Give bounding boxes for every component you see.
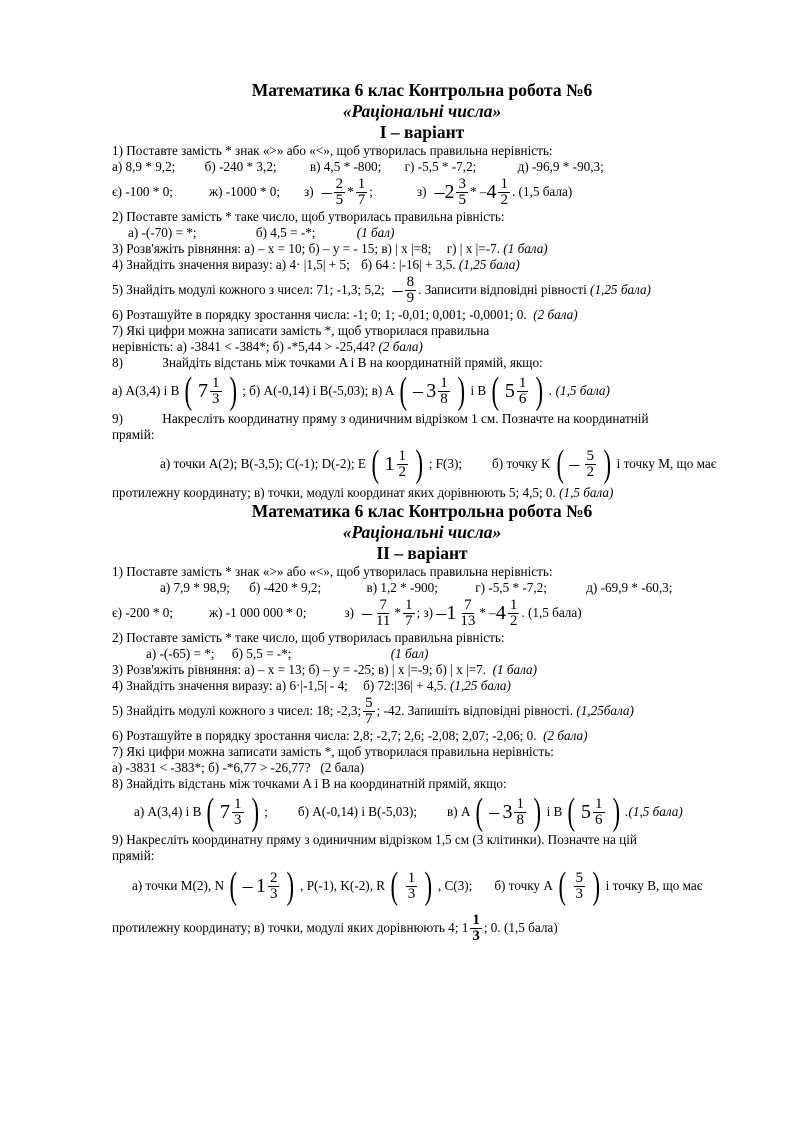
v2-t1-points: . (1,5 бала) — [521, 605, 582, 620]
v1-t6-points: (2 бала) — [533, 307, 578, 322]
v2-task3 — [112, 662, 732, 678]
v2-t1-d: д) -69,9 * -60,3; — [586, 580, 673, 595]
v1-t5-frac: $\frac{8}{9}$ — [406, 273, 415, 306]
v2-t3-points: (1 бала) — [492, 662, 537, 677]
v1-t9-points: (1,5 бала) — [559, 485, 614, 500]
v2-t5-points: (1,25бала) — [576, 703, 634, 718]
v1-t3-text: 3) Розв'яжіть рівняння: а) – x = 10; б) – y = - 15; в) | x |=8; — [112, 241, 432, 256]
v1-t9-k-frac: ( – $\frac{5}{2}$ ) — [556, 443, 612, 485]
v1-t1-z-label: з) — [303, 184, 314, 199]
v2-task7-line2 — [112, 760, 732, 776]
v2-task8-intro: 8) Знайдіть відстань між точками A і B на координатній прямій, якщо: — [112, 776, 507, 791]
v1-t8-num: 8) — [112, 355, 123, 370]
v1-t1-z-frac2: $\frac{1}{7}$ — [357, 175, 366, 208]
v1-title: Математика 6 клас Контрольна робота №6 — [251, 80, 593, 100]
v2-t2-points: (1 бал) — [390, 646, 429, 661]
v2-t4-points: (1,25 бала) — [449, 678, 511, 693]
v1-t1-g: г) -5,5 * -7,2; — [404, 159, 477, 174]
v2-t9-b-tail: і точку B, що має — [605, 878, 703, 893]
v2-t5-text: 5) Знайдіть модулі кожного з чисел: 18; -2,3; — [112, 703, 362, 718]
v2-task9-last — [112, 908, 732, 948]
v2-t1-zh: ж) -1 000 000 * 0; — [208, 605, 307, 620]
v1-t4-b: б) 64 : |-16| + 3,5. — [361, 257, 456, 272]
v1-t1-z2-mixed1: 2 $\frac{3}{5}$ — [444, 175, 466, 208]
v1-t7-points: (2 бала) — [378, 339, 423, 354]
v2-t1-z-frac1: $\frac{7}{11}$ — [375, 596, 391, 629]
v2-t8-and: і B — [546, 804, 563, 819]
v2-title: Математика 6 клас Контрольна робота №6 — [251, 501, 593, 521]
v1-task8-intro — [112, 355, 732, 371]
v2-t8-v2-mixed: ( 5 $\frac{1}{6}$ ) — [567, 791, 620, 833]
v1-task2-row — [112, 225, 732, 241]
v2-t1-a: а) 7,9 * 98,9; — [160, 580, 230, 595]
v1-t8-points: . (1,5 бала) — [549, 383, 610, 398]
v2-t9-a-frac: ( $\frac{5}{3}$ ) — [558, 865, 601, 907]
v1-t4-text: 4) Знайдіть значення виразу: а) 4· |1,5| + 5; — [112, 257, 350, 272]
v1-t2-points: (1 бал) — [356, 225, 395, 240]
v1-t8-a-mixed: ( 7 $\frac{1}{3}$ ) — [184, 370, 237, 412]
v1-variant: I – варіант — [379, 122, 465, 142]
v1-t1-z2-label: з) — [416, 184, 427, 199]
v2-t1-z-mid: ; з) — [416, 605, 434, 620]
v2-task1-row2 — [112, 596, 732, 630]
v2-t1-z-star: * — [394, 605, 402, 620]
v1-t1-ye: є) -100 * 0; — [112, 184, 173, 199]
v1-t3-g: г) | x |=-7. — [446, 241, 500, 256]
worksheet — [112, 80, 732, 948]
v1-task4 — [112, 257, 732, 273]
v2-t1-z2-mixed2: 4 $\frac{1}{2}$ — [495, 596, 518, 629]
v1-task9-line2: прямій: — [112, 427, 155, 442]
v2-task2-row — [112, 646, 732, 662]
v1-t9-b-tail: і точку M, що має — [616, 456, 717, 471]
v2-t2-b: б) 5,5 = -*; — [231, 646, 292, 661]
v2-t2-a: а) -(-65) = *; — [146, 646, 215, 661]
v1-task9-last — [112, 485, 732, 501]
v1-t5-minus: – — [392, 278, 403, 301]
v1-t4-points: (1,25 бала) — [458, 257, 520, 272]
v1-task1-row2 — [112, 175, 732, 209]
v2-t1-v: в) 1,2 * -900; — [366, 580, 438, 595]
v2-task1-intro: 1) Поставте замість * знак «>» або «<», щоб утворилась правильна нерівність: — [112, 564, 553, 579]
v1-task7-line1: 7) Які цифри можна записати замість *, щоб утворилася правильна — [112, 323, 490, 338]
v1-t1-v: в) 4,5 * -800; — [309, 159, 382, 174]
v1-t1-a: а) 8,9 * 9,2; — [112, 159, 176, 174]
v2-t3-text: 3) Розв'яжіть рівняння: а) – x = 13; б) – y = -25; в) | x |=-9; б) | x |=7. — [112, 662, 486, 677]
v1-task7-line2 — [112, 339, 732, 355]
v2-task2-intro: 2) Поставте замість * таке число, щоб утворилась правильна рівність: — [112, 630, 505, 645]
v2-task6 — [112, 728, 732, 744]
v1-task3 — [112, 241, 732, 257]
v2-t1-z-minus: – — [361, 601, 372, 624]
v1-t1-z-star: * — [347, 184, 354, 199]
v1-t5-tail: . Записити відповідні рівності — [418, 282, 587, 297]
v1-task5 — [112, 273, 732, 307]
v1-t3-points: (1 бала) — [503, 241, 548, 256]
v1-t9-e-mixed: ( 1 $\frac{1}{2}$ ) — [371, 443, 424, 485]
v1-subtitle: «Раціональні числа» — [342, 101, 502, 121]
v2-task7-line1: 7) Які цифри можна записати замість *, щоб утворилася правильна нерівність: — [112, 744, 554, 759]
v1-t8-v-mixed: ( – 3 $\frac{1}{8}$ ) — [399, 370, 465, 412]
v2-task5 — [112, 694, 732, 728]
v1-t1-z2-minus: – — [434, 180, 445, 203]
v2-task9-row — [112, 864, 732, 908]
v2-t8-v-mixed: ( – 3 $\frac{1}{8}$ ) — [476, 791, 542, 833]
v1-task9-line1 — [112, 411, 732, 427]
v1-t8-b: ; б) A(-0,14) і B(-5,03); в) A — [242, 383, 395, 398]
v1-task1-intro: 1) Поставте замість * знак «>» або «<», щоб утворилась правильна нерівність: — [112, 143, 553, 158]
v2-t1-z-label: з) — [344, 605, 354, 620]
v1-t9-last-text: протилежну координату; в) точки, модулі координат яких дорівнюють 5; 4,5; 0. — [112, 485, 556, 500]
v1-t6-text: 6) Розташуйте в порядку зростання числа: -1; 0; 1; -0,01; 0,001; -0,0001; 0. — [112, 307, 527, 322]
v1-t1-z-end: ; — [369, 184, 373, 199]
v2-t8-a-mixed: ( 7 $\frac{1}{3}$ ) — [206, 791, 259, 833]
v2-task8-row: а) A(3,4) і B ( 7 $\frac{1}{3}$ ) ; б) A(-0,14) і B(-5,03); в) A ( – 3 $\frac{1}{8}$ ) і B ( 5 $\frac{1}{6}$ ) .(1,5 бала) — [134, 791, 683, 833]
v2-t1-z2-minus: – — [436, 601, 447, 624]
v2-t4-b: б) 72:|36| + 4,5. — [363, 678, 447, 693]
v1-t1-b: б) -240 * 3,2; — [204, 159, 277, 174]
v1-t9-a: а) точки A(2); B(-3,5); C(-1); D(-2); E — [160, 456, 366, 471]
v1-task1-row1 — [112, 159, 732, 175]
v1-task2-intro: 2) Поставте замість * таке число, щоб утворилась правильна рівність: — [112, 209, 505, 224]
v1-t1-points: . (1,5 бала) — [511, 184, 573, 199]
v2-t8-v: в) A — [447, 804, 471, 819]
v1-task8-row — [112, 371, 732, 411]
v1-t8-v2-mixed: ( 5 $\frac{1}{6}$ ) — [491, 370, 544, 412]
v2-t5-frac: $\frac{5}{7}$ — [365, 694, 373, 727]
v2-t6-text: 6) Розташуйте в порядку зростання числа: 2,8; -2,7; 2,6; -2,08; 2,07; -2,06; 0. — [112, 728, 537, 743]
v2-t9-r-frac: ( $\frac{1}{3}$ ) — [390, 865, 433, 907]
v1-t1-zh: ж) -1000 * 0; — [208, 184, 280, 199]
v1-task9-row — [112, 443, 732, 485]
v1-t9-b: б) точку K — [492, 456, 551, 471]
v1-t1-z2-star: * – — [469, 184, 487, 199]
v2-t5-tail: ; -42. Запишіть відповідні рівності. — [376, 703, 574, 718]
v1-t1-z2-mixed2: 4 $\frac{1}{2}$ — [486, 175, 508, 208]
v2-task4 — [112, 678, 732, 694]
v2-t9-c: , C(3); — [437, 878, 473, 893]
v2-task9-line2: прямій: — [112, 848, 155, 863]
v2-t1-b: б) -420 * 9,2; — [249, 580, 322, 595]
v1-t9-num: 9) — [112, 411, 123, 426]
v2-t8-points: .(1,5 бала) — [625, 804, 683, 819]
v2-t9-n-mixed: ( – 1 $\frac{2}{3}$ ) — [229, 865, 295, 907]
v1-task6 — [112, 307, 732, 323]
v2-t4-text: 4) Знайдіть значення виразу: а) 6·|-1,5| - 4; — [112, 678, 348, 693]
v2-t1-z2-mixed1: 1 $\frac{7}{13}$ — [446, 596, 476, 629]
v2-t1-z-frac2: $\frac{1}{7}$ — [405, 596, 413, 629]
v2-t1-g: г) -5,5 * -7,2; — [475, 580, 547, 595]
v2-t9-last-text: протилежну координату; в) точки, модулі яких дорівнюють 4; 1 — [112, 920, 469, 935]
v1-t9-f: ; F(3); — [428, 456, 463, 471]
v2-task9-line1: 9) Накресліть координатну пряму з одиничним відрізком 1,5 см (3 клітинки). Позначте на цій — [112, 832, 637, 847]
v1-t1-d: д) -96,9 * -90,3; — [517, 159, 604, 174]
v1-t1-z-frac1: $\frac{2}{5}$ — [335, 175, 344, 208]
v2-t1-z2-star: * – — [479, 605, 496, 620]
v2-variant: II – варіант — [376, 543, 468, 563]
v1-t8-and: і B — [470, 383, 487, 398]
v1-t5-points: (1,25 бала) — [590, 282, 651, 297]
v1-t5-text: 5) Знайдіть модулі кожного з чисел: 71; -1,3; 5,2; — [112, 282, 385, 297]
v1-t1-z-minus: – — [321, 180, 332, 203]
v2-t1-ye: є) -200 * 0; — [112, 605, 173, 620]
v1-t8-a: а) A(3,4) і B — [112, 383, 180, 398]
v2-t7-line2-text: а) -3831 < -383*; б) -*6,77 > -26,77? — [112, 760, 311, 775]
v2-task1-row1 — [112, 580, 732, 596]
v2-t6-points: (2 бала) — [543, 728, 588, 743]
v2-t9-b: б) точку A — [494, 878, 553, 893]
v2-t9-last-frac: $\frac{1}{3}$ — [472, 911, 480, 944]
v2-t9-a: а) точки M(2), N — [132, 878, 224, 893]
v2-t9-p: , P(-1), K(-2), R — [300, 878, 386, 893]
v1-t2-b: б) 4,5 = -*; — [255, 225, 316, 240]
v1-t7-line2-text: нерівність: а) -3841 < -384*; б) -*5,44 > -25,44? — [112, 339, 376, 354]
v2-t7-points: (2 бала) — [320, 760, 365, 775]
v1-t9-line1-text: Накресліть координатну пряму з одиничним відрізком 1 см. Позначте на координатній — [162, 411, 649, 426]
v2-subtitle: «Раціональні числа» — [342, 522, 502, 542]
v2-t8-a: а) A(3,4) і B — [134, 804, 202, 819]
v2-t8-b: б) A(-0,14) і B(-5,03); — [297, 804, 418, 819]
v2-t9-last-tail: ; 0. (1,5 бала) — [483, 920, 558, 935]
v1-t2-a: а) -(-70) = *; — [128, 225, 197, 240]
v1-t8-text: Знайдіть відстань між точками A і B на координатній прямій, якщо: — [162, 355, 543, 370]
